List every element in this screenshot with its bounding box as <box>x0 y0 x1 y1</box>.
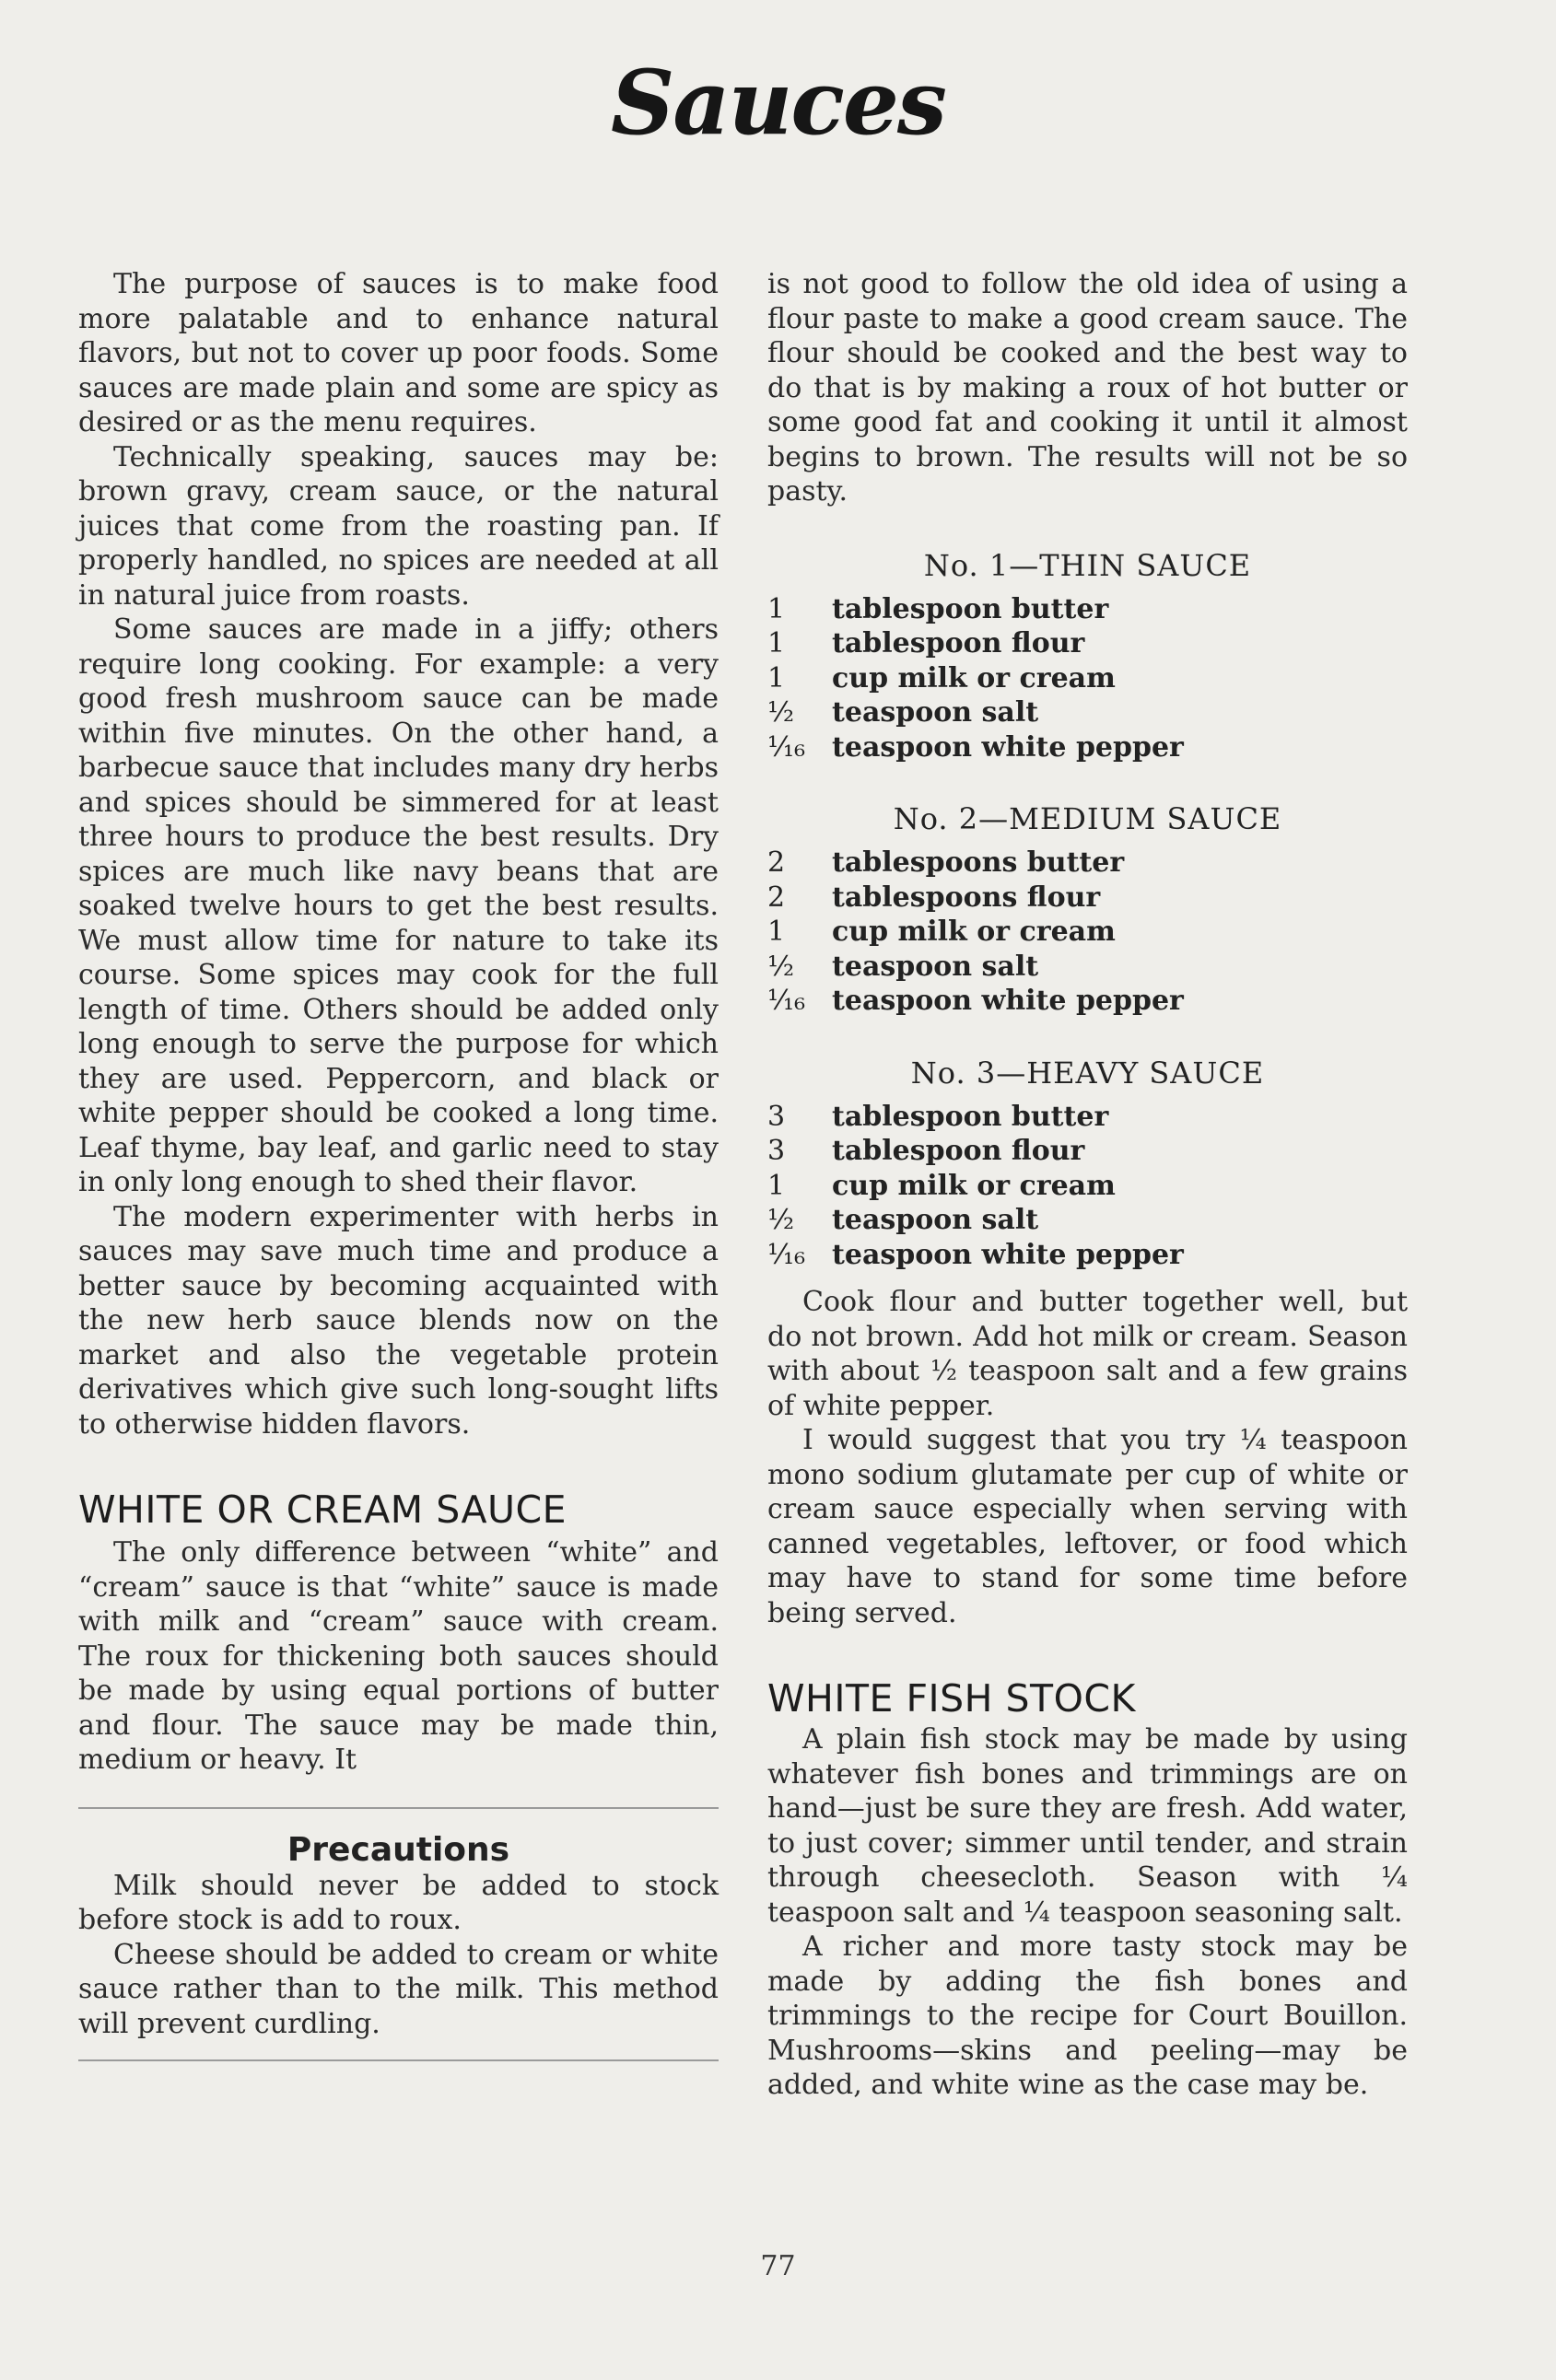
method-paragraph: I would suggest that you try ¼ teaspoon mono sodium glutamate per cup of white or cream sauce especially when serving with canned vegetables, leftover, or food which may have to stand for some time before being served. <box>767 1424 1408 1629</box>
recipe-medium-sauce <box>767 801 1408 1019</box>
ingredient-row <box>767 881 1408 916</box>
page-title: Sauces <box>611 51 945 155</box>
ingredient-qty: ¹⁄₁₆ <box>767 1238 806 1271</box>
ingredient-row <box>767 626 1408 661</box>
method-paragraph: Cook flour and butter together well, but do not brown. Add hot milk or cream. Season with about ½ teaspoon salt and a few grains of white pepper. <box>767 1286 1408 1422</box>
right-column <box>767 267 1408 2103</box>
white-sauce-continuation: is not good to follow the old idea of using a flour paste to make a good cream sauce. The flour should be cooked and the best way to do that is by making a roux of hot butter or some good fat and cooking it until it almost begins to brown. The results will not be so pasty. <box>767 268 1408 508</box>
ingredient-qty: ½ <box>767 696 795 729</box>
ingredient-qty: 1 <box>767 627 786 659</box>
ingredient-item: teaspoon white pepper <box>832 730 1184 764</box>
precautions-heading: Precautions <box>287 1830 510 1869</box>
ingredient-qty: ½ <box>767 1204 795 1236</box>
ingredient-row <box>767 1238 1408 1273</box>
ingredient-row <box>767 661 1408 696</box>
intro-section <box>78 267 719 1441</box>
ingredient-item: cup milk or cream <box>832 661 1116 694</box>
ingredient-qty: 1 <box>767 661 786 694</box>
ingredient-item: teaspoon white pepper <box>832 985 1184 1017</box>
ingredient-item: cup milk or cream <box>832 916 1116 948</box>
ingredient-row <box>767 695 1408 730</box>
ingredient-item: teaspoon white pepper <box>832 1238 1184 1271</box>
fish-stock-heading: WHITE FISH STOCK <box>767 1676 1136 1721</box>
divider-bottom <box>78 2059 719 2061</box>
ingredient-item: tablespoon butter <box>832 1100 1109 1133</box>
intro-paragraph: The purpose of sauces is to make food more palatable and to enhance natural flavors, but not to cover up poor foods. Some sauces are made plain and some are spicy as desired or as the menu requires. <box>78 268 719 438</box>
method-section <box>767 1285 1408 1630</box>
recipe-title: No. 2—MEDIUM SAUCE <box>893 801 1282 836</box>
ingredient-row <box>767 730 1408 765</box>
ingredient-qty: 2 <box>767 846 786 879</box>
ingredient-qty: 1 <box>767 916 786 948</box>
ingredient-list <box>767 1100 1408 1273</box>
ingredient-list <box>767 592 1408 765</box>
precautions-box <box>78 1809 719 2042</box>
precautions-paragraph: Milk should never be added to stock before stock is add to roux. <box>78 1869 719 1936</box>
left-column <box>78 267 719 2061</box>
ingredient-row <box>767 1169 1408 1204</box>
page-number: 77 <box>760 2250 796 2282</box>
fish-stock-paragraph: A richer and more tasty stock may be made by adding the fish bones and trimmings to the recipe for Court Bouillon. Mushrooms—skins and peeling—may be added, and white wine as the case may be. <box>767 1931 1408 2101</box>
fish-stock-paragraph: A plain fish stock may be made by using whatever fish bones and trimmings are on hand—just be sure they are fresh. Add water, to just cover; simmer until tender, and strain through cheesecloth. Season with ¼ teaspoon salt and ¼ teaspoon seasoning salt. <box>767 1723 1408 1929</box>
ingredient-item: tablespoon flour <box>832 627 1085 659</box>
ingredient-item: teaspoon salt <box>832 696 1039 729</box>
ingredient-qty: 3 <box>767 1100 786 1133</box>
ingredient-qty: 3 <box>767 1135 786 1167</box>
ingredient-qty: ¹⁄₁₆ <box>767 730 806 764</box>
ingredient-row <box>767 984 1408 1019</box>
ingredient-row <box>767 1100 1408 1135</box>
ingredient-row <box>767 1134 1408 1169</box>
intro-paragraph: Some sauces are made in a jiffy; others require long cooking. For example: a very good fresh mushroom sauce can be made within five minutes. On the other hand, a barbecue sauce that includes many dry herbs and spices should be simmered for at least three hours to produce the best results. Dry spices are much like navy beans that are soaked twelve hours to get the best results. We must allow time for nature to take its course. Some spices may cook for the full length of time. Others should be added only long enough to serve the purpose for which they are used. Peppercorn, and black or white pepper should be cooked a long time. Leaf thyme, bay leaf, and garlic need to stay in only long enough to shed their flavor. <box>78 613 719 1198</box>
ingredient-qty: ½ <box>767 950 795 983</box>
ingredient-row <box>767 915 1408 950</box>
intro-paragraph: Technically speaking, sauces may be: brown gravy, cream sauce, or the natural juices that come from the roasting pan. If properly handled, no spices are needed at all in natural juice from roasts. <box>78 440 719 612</box>
recipe-title: No. 3—HEAVY SAUCE <box>910 1055 1265 1091</box>
white-sauce-paragraph: The only difference between “white” and “cream” sauce is that “white” sauce is made with milk and “cream” sauce with cream. The roux for thickening both sauces should be made by using equal portions of butter and flour. The sauce may be made thin, medium or heavy. It <box>78 1536 719 1776</box>
ingredient-item: cup milk or cream <box>832 1169 1116 1202</box>
ingredient-qty: ¹⁄₁₆ <box>767 985 806 1017</box>
ingredient-row <box>767 846 1408 881</box>
recipe-thin-sauce <box>767 548 1408 765</box>
ingredient-item: tablespoons flour <box>832 881 1101 914</box>
ingredient-item: tablespoon butter <box>832 592 1109 625</box>
ingredient-qty: 1 <box>767 1169 786 1202</box>
ingredient-row <box>767 950 1408 985</box>
ingredient-row <box>767 592 1408 627</box>
white-sauce-heading: WHITE OR CREAM SAUCE <box>78 1488 567 1532</box>
precautions-paragraph: Cheese should be added to cream or white sauce rather than to the milk. This method will prevent curdling. <box>78 1938 719 2040</box>
ingredient-list <box>767 846 1408 1019</box>
ingredient-item: tablespoon flour <box>832 1135 1085 1167</box>
recipe-heavy-sauce <box>767 1056 1408 1273</box>
intro-paragraph: The modern experimenter with herbs in sauces may save much time and produce a better sauce by becoming acquainted with the new herb sauce blends now on the market and also the vegetable protein derivatives which give such long-sought lifts to otherwise hidden flavors. <box>78 1200 719 1441</box>
ingredient-qty: 1 <box>767 592 786 625</box>
recipe-title: No. 1—THIN SAUCE <box>923 547 1252 583</box>
ingredient-row <box>767 1203 1408 1238</box>
ingredient-qty: 2 <box>767 881 786 914</box>
ingredient-item: tablespoons butter <box>832 846 1125 879</box>
ingredient-item: teaspoon salt <box>832 1204 1039 1236</box>
ingredient-item: teaspoon salt <box>832 950 1039 983</box>
